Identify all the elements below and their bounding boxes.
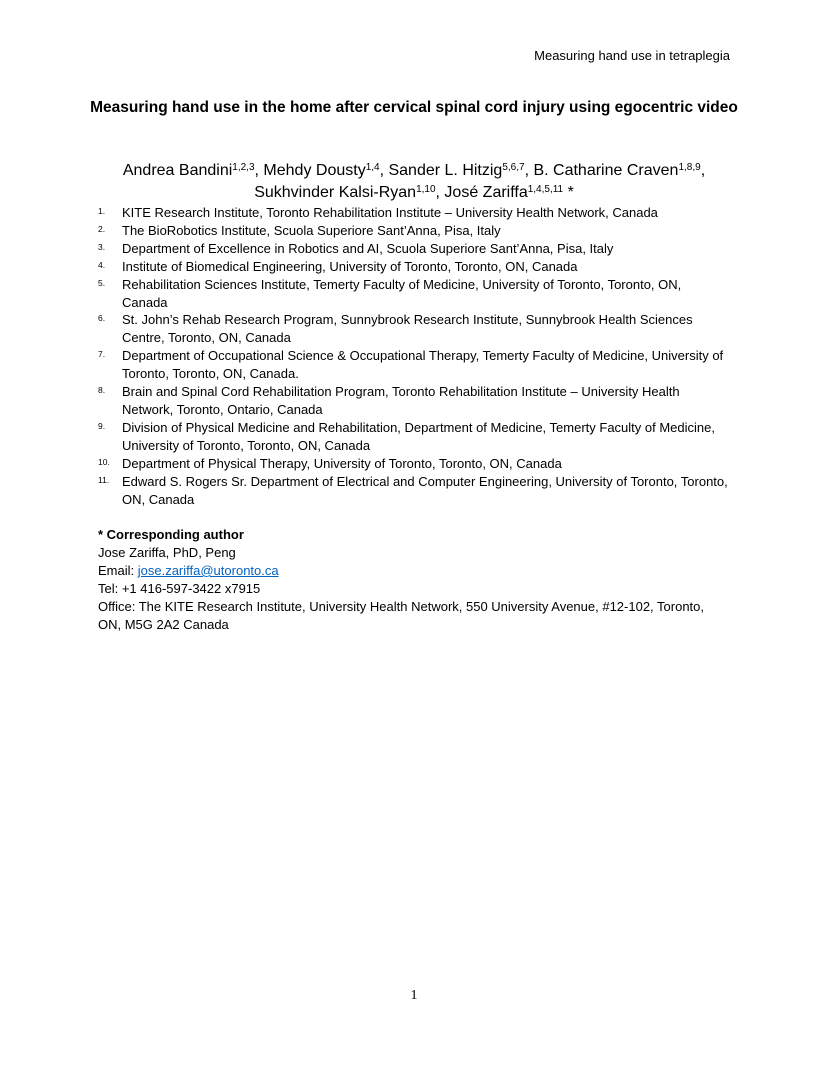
affiliation-text: KITE Research Institute, Toronto Rehabilitation Institute – University Health Network, Canada [122,205,658,220]
affiliation-item [98,473,728,509]
affiliation-number: 11. [98,474,110,485]
author: Mehdy Dousty$^{1,4}$, [263,162,389,179]
affiliation-number: 9. [98,420,106,431]
affiliation-item [98,383,728,419]
corresponding-author-phone: Tel: +1 416-597-3422 x7915 [98,581,261,596]
corresponding-author-block [98,526,728,634]
corresponding-author-heading: * Corresponding author [98,527,244,542]
affiliation-text: Edward S. Rogers Sr. Department of Electrical and Computer Engineering, University of Toronto, Toronto, ON, Canada [122,473,728,507]
affiliation-item [98,222,728,240]
running-head: Measuring hand use in tetraplegia [534,48,730,63]
affiliation-text: Department of Excellence in Robotics and AI, Scuola Superiore Sant’Anna, Pisa, Italy [122,240,614,256]
affiliation-number: 5. [98,277,106,288]
email-link[interactable]: jose.zariffa@utoronto.ca [137,563,279,578]
affiliation-item [98,347,728,383]
author: Sukhvinder Kalsi-Ryan$^{1,10}$, [254,184,445,201]
affiliation-item [98,311,728,347]
author: Sander L. Hitzig$^{5,6,7}$, [388,162,534,179]
author: José Zariffa$^{1,4,5,11}$ * [444,184,574,201]
affiliation-number: 1. [98,206,106,216]
affiliation-text: The BioRobotics Institute, Scuola Superiore Sant’Anna, Pisa, Italy [122,222,501,238]
affiliation-item [98,419,728,455]
affiliation-superscript: 1,10 [416,184,436,195]
corresponding-author-name: Jose Zariffa, PhD, Peng [98,545,236,560]
affiliation-superscript: 1,4 [365,162,380,173]
affiliation-text: Rehabilitation Sciences Institute, Temerty Faculty of Medicine, University of Toronto, Toronto, ON, Canada [122,276,682,310]
affiliation-item [98,276,728,312]
affiliation-number: 2. [98,223,106,234]
affiliation-number: 10. [98,456,110,467]
author: B. Catharine Craven$^{1,8,9}$, [533,162,706,179]
affiliation-text: Brain and Spinal Cord Rehabilitation Program, Toronto Rehabilitation Institute – University Health Network, Toronto, Ontario, Canada [122,384,680,417]
affiliation-text: Department of Physical Therapy, University of Toronto, Toronto, ON, Canada [122,455,562,471]
affiliation-superscript: 5,6,7 [502,162,525,173]
affiliation-list [98,204,728,508]
affiliation-number: 8. [98,385,106,396]
author-list [90,160,738,204]
corresponding-author-office: Office: The KITE Research Institute, University Health Network, 550 University Avenue, #12-102, Toronto, ON, M5G 2A2 Canada [98,599,705,632]
paper-title: Measuring hand use in the home after cervical spinal cord injury using egocentric video [90,99,738,116]
affiliation-superscript: 1,2,3 [232,162,255,173]
affiliation-number: 3. [98,241,106,252]
affiliation-item [98,204,728,222]
affiliation-text: Division of Physical Medicine and Rehabilitation, Department of Medicine, Temerty Faculty of Medicine, University of Toronto, Toronto, ON, Canada [122,419,715,453]
author: Andrea Bandini$^{1,2,3}$, [122,162,264,179]
affiliation-text: St. John’s Rehab Research Program, Sunnybrook Research Institute, Sunnybrook Health Sciences Centre, Toronto, ON, Canada [122,312,693,346]
email-label: Email: [98,563,138,578]
affiliation-item [98,258,728,276]
corresponding-author-email-line [98,562,728,580]
page-number: 1 [410,988,418,1003]
affiliation-number: 7. [98,349,106,360]
affiliation-item [98,240,728,258]
affiliation-number: 4. [98,259,106,270]
affiliation-text: Department of Occupational Science & Occupational Therapy, Temerty Faculty of Medicine, University of Toronto, Toronto, ON, Canada. [122,348,724,382]
affiliation-item [98,455,728,473]
affiliation-number: 6. [98,313,106,324]
affiliation-superscript: 1,4,5,11 [527,184,564,195]
affiliation-superscript: 1,8,9 [678,162,701,173]
affiliation-text: Institute of Biomedical Engineering, University of Toronto, Toronto, ON, Canada [122,258,578,274]
